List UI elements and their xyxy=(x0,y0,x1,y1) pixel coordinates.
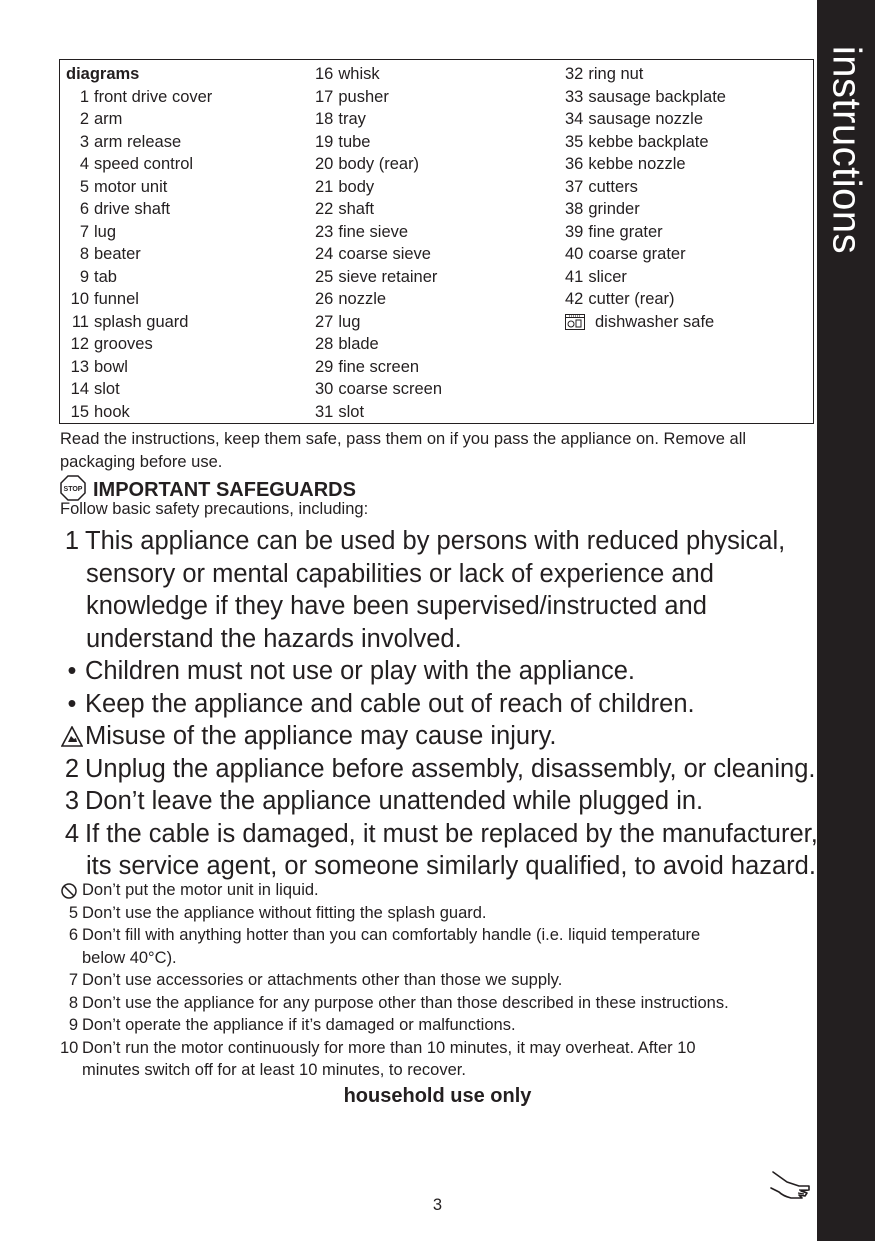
diagram-key-label: blade xyxy=(338,335,379,353)
diagram-key-number: 16 xyxy=(315,65,334,83)
item-text-line: Don’t leave the appliance unattended while plugged in. xyxy=(85,787,704,815)
diagram-key-item xyxy=(66,378,212,401)
diagram-key-label: coarse screen xyxy=(338,380,442,398)
safeguards-title: IMPORTANT SAFEGUARDS xyxy=(93,479,356,501)
safeguard-item xyxy=(60,818,818,883)
dishwasher-icon xyxy=(565,314,585,330)
safeguard-item xyxy=(60,688,815,721)
diagram-key-item xyxy=(315,243,442,266)
diagram-key-item xyxy=(315,198,442,221)
diagram-key-number: 24 xyxy=(315,245,334,263)
diagram-key-number: 28 xyxy=(315,335,334,353)
diagram-column-2 xyxy=(315,63,442,423)
diagram-key-item xyxy=(66,198,212,221)
dishwasher-safe-item xyxy=(565,311,726,334)
diagram-key-label: motor unit xyxy=(94,177,168,196)
diagram-column-3 xyxy=(565,63,726,333)
item-text-line: Don’t run the motor continuously for more than 10 minutes, it may overheat. After 10 xyxy=(82,1038,696,1057)
diagram-key-label: hook xyxy=(94,402,130,421)
item-marker: 9 xyxy=(68,1016,78,1034)
diagram-key-item xyxy=(315,63,442,86)
diagram-key-label: nozzle xyxy=(338,290,387,308)
item-text-line: below 40°C). xyxy=(82,948,177,967)
diagram-key-label: shaft xyxy=(338,200,375,218)
diagram-key-item xyxy=(315,356,442,379)
diagram-key-number: 37 xyxy=(565,177,584,196)
diagram-key-item xyxy=(565,243,726,266)
diagram-key-label: drive shaft xyxy=(94,200,171,218)
follow-text: Follow basic safety precautions, including: xyxy=(60,500,369,518)
diagram-key-label: fine screen xyxy=(338,357,420,376)
diagram-key-number: 32 xyxy=(565,65,584,83)
diagram-key-number: 21 xyxy=(315,177,334,196)
diagram-key-item xyxy=(66,221,212,244)
diagram-key-number: 7 xyxy=(79,222,89,241)
diagram-key-label: bowl xyxy=(94,357,128,376)
item-text-line: If the cable is damaged, it must be replaced by the manufacturer, xyxy=(85,819,818,848)
item-text-line: Don’t fill with anything hotter than you can comfortably handle (i.e. liquid temperature xyxy=(82,926,701,944)
safeguard-item xyxy=(60,655,815,688)
safeguard-item xyxy=(60,753,815,786)
diagram-key-label: lug xyxy=(338,312,361,331)
warning-icon xyxy=(61,726,83,748)
svg-text:STOP: STOP xyxy=(63,486,83,493)
diagram-key-number: 25 xyxy=(315,267,334,286)
diagram-key-label: beater xyxy=(94,245,141,263)
item-text-line: Don’t use accessories or attachments other than those we supply. xyxy=(82,971,563,989)
diagram-key-number: 8 xyxy=(79,245,89,263)
stop-icon xyxy=(60,475,86,501)
diagram-heading: diagrams xyxy=(66,65,140,83)
diagram-key-label: whisk xyxy=(338,65,380,83)
diagram-key-number: 4 xyxy=(79,155,89,173)
item-text-line: Children must not use or play with the appliance. xyxy=(85,657,635,685)
diagram-key-label: cutter (rear) xyxy=(588,290,675,308)
diagram-key-item xyxy=(66,266,212,289)
diagram-key-number: 39 xyxy=(565,222,584,241)
diagram-key-item xyxy=(315,333,442,356)
diagram-key-label: slot xyxy=(338,402,365,421)
diagram-key-number: 1 xyxy=(79,87,89,106)
diagram-key-number: 35 xyxy=(565,132,584,151)
item-marker: 4 xyxy=(64,819,80,848)
diagram-key-number: 36 xyxy=(565,155,584,173)
diagram-key-item xyxy=(315,108,442,131)
diagram-key-number: 30 xyxy=(315,380,334,398)
diagram-key-item xyxy=(315,86,442,109)
item-text-line: knowledge if they have been supervised/instructed and xyxy=(86,592,707,620)
item-marker: 10 xyxy=(60,1038,79,1057)
diagram-key-item xyxy=(565,131,726,154)
item-marker: 1 xyxy=(64,527,80,555)
diagram-key-item xyxy=(565,198,726,221)
diagram-key-item xyxy=(315,176,442,199)
diagram-key-item xyxy=(66,176,212,199)
diagram-key-number: 5 xyxy=(79,177,89,196)
safeguards-heading xyxy=(60,475,356,502)
diagram-key-number: 3 xyxy=(79,132,89,151)
diagram-key-number: 14 xyxy=(70,380,89,398)
diagram-key-number: 27 xyxy=(315,312,334,331)
diagram-key-label: arm xyxy=(94,110,123,128)
item-text-line: Don’t use the appliance for any purpose other than those described in these instructions. xyxy=(82,993,729,1012)
diagram-key-item xyxy=(66,243,212,266)
household-use-note: household use only xyxy=(343,1085,532,1107)
safeguard-item xyxy=(60,525,815,655)
diagram-key-label: grooves xyxy=(94,335,153,353)
item-marker: 7 xyxy=(68,971,78,989)
diagram-key-label: lug xyxy=(94,222,117,241)
diagram-key-item xyxy=(315,221,442,244)
diagram-key-number: 18 xyxy=(315,110,334,128)
diagram-key-number: 26 xyxy=(315,290,334,308)
diagram-key-number: 15 xyxy=(70,402,89,421)
diagram-key-label: sausage nozzle xyxy=(588,110,704,128)
item-text-line: Don’t operate the appliance if it’s damaged or malfunctions. xyxy=(82,1016,516,1034)
diagram-key-label: pusher xyxy=(338,87,389,106)
item-text-line: Keep the appliance and cable out of reach of children. xyxy=(85,689,695,718)
diagram-key-label: kebbe backplate xyxy=(588,132,709,151)
diagram-key-label: fine grater xyxy=(588,222,663,241)
diagram-key-table xyxy=(59,59,814,424)
diagram-key-label: cutters xyxy=(588,177,638,196)
item-text-line: Don’t put the motor unit in liquid. xyxy=(82,881,319,899)
intro-paragraph: Read the instructions, keep them safe, pass them on if you pass the appliance on. Remove all packaging before use. xyxy=(60,430,747,471)
diagram-key-number: 13 xyxy=(70,357,89,376)
diagram-key-item xyxy=(66,401,212,424)
diagram-key-number: 6 xyxy=(79,200,89,218)
diagram-key-label: kebbe nozzle xyxy=(588,155,686,173)
diagram-key-item xyxy=(565,266,726,289)
diagram-key-label: body xyxy=(338,177,375,196)
safeguard-item xyxy=(60,720,815,753)
diagram-key-label: fine sieve xyxy=(338,222,409,241)
diagram-key-number: 19 xyxy=(315,132,334,151)
diagram-key-number: 10 xyxy=(70,290,89,308)
diagram-key-label: coarse sieve xyxy=(338,245,431,263)
diagram-key-number: 42 xyxy=(565,290,584,308)
diagram-key-item xyxy=(315,311,442,334)
diagram-key-item xyxy=(66,333,212,356)
diagram-key-label: coarse grater xyxy=(588,245,686,263)
diagram-key-item xyxy=(66,86,212,109)
diagram-key-item xyxy=(565,153,726,176)
diagram-key-item xyxy=(565,86,726,109)
diagram-key-label: ring nut xyxy=(588,65,644,83)
item-marker: 6 xyxy=(68,926,78,944)
diagram-key-item xyxy=(315,153,442,176)
diagram-key-label: sieve retainer xyxy=(338,267,438,286)
item-text-line: This appliance can be used by persons with reduced physical, xyxy=(85,527,786,555)
diagram-key-number: 2 xyxy=(79,110,89,128)
diagram-key-item xyxy=(315,288,442,311)
diagram-key-label: splash guard xyxy=(94,312,189,331)
item-text-line: Misuse of the appliance may cause injury. xyxy=(85,722,557,750)
item-marker: • xyxy=(67,689,77,718)
diagram-key-number: 29 xyxy=(315,357,334,376)
diagram-key-item xyxy=(565,221,726,244)
dishwasher-safe-label: dishwasher safe xyxy=(595,312,715,331)
sidebar-label: instructions xyxy=(824,45,869,255)
item-text-line: sensory or mental capabilities or lack of experience and xyxy=(86,559,714,588)
diagram-key-number: 31 xyxy=(315,402,334,421)
diagram-key-label: grinder xyxy=(588,200,640,218)
diagram-key-label: sausage backplate xyxy=(588,87,726,106)
prohibited-icon xyxy=(61,883,77,899)
item-marker: 2 xyxy=(64,754,80,783)
diagram-key-item xyxy=(66,356,212,379)
item-text-line: minutes switch off for at least 10 minutes, to recover. xyxy=(82,1061,466,1079)
diagram-key-label: arm release xyxy=(94,132,182,151)
diagram-key-number: 17 xyxy=(315,87,334,106)
item-text-line: understand the hazards involved. xyxy=(86,624,462,653)
sidebar-tab xyxy=(817,0,875,1241)
diagram-key-number: 22 xyxy=(315,200,334,218)
diagram-key-number: 34 xyxy=(565,110,584,128)
diagram-key-item xyxy=(66,288,212,311)
diagram-key-number: 11 xyxy=(71,312,89,331)
diagram-key-item xyxy=(315,131,442,154)
diagram-key-item xyxy=(66,131,212,154)
item-marker: • xyxy=(67,657,77,685)
diagram-key-label: tray xyxy=(338,110,366,128)
item-marker: 3 xyxy=(64,787,80,815)
item-text-line: Don’t use the appliance without fitting the splash guard. xyxy=(82,903,487,922)
diagram-key-label: tab xyxy=(94,267,117,286)
diagram-key-item xyxy=(565,63,726,86)
diagram-key-label: speed control xyxy=(94,155,194,173)
item-text-line: Unplug the appliance before assembly, disassembly, or cleaning. xyxy=(85,754,816,783)
item-marker: 8 xyxy=(68,993,78,1012)
diagram-key-item xyxy=(565,288,726,311)
diagram-key-number: 23 xyxy=(315,222,334,241)
pointing-hand-icon xyxy=(769,1166,813,1202)
diagram-key-item xyxy=(565,176,726,199)
diagram-key-label: slot xyxy=(94,380,120,398)
diagram-key-number: 9 xyxy=(79,267,89,286)
page-number: 3 xyxy=(432,1196,443,1214)
diagram-key-item xyxy=(315,401,442,424)
diagram-key-item xyxy=(66,108,212,131)
diagram-key-label: tube xyxy=(338,132,371,151)
diagram-key-item xyxy=(315,266,442,289)
item-marker: 5 xyxy=(68,903,78,922)
diagram-key-label: body (rear) xyxy=(338,155,420,173)
diagram-key-number: 12 xyxy=(70,335,89,353)
item-text-line: its service agent, or someone similarly qualified, to avoid hazard. xyxy=(86,852,816,880)
diagram-key-number: 33 xyxy=(565,87,584,106)
diagram-key-item xyxy=(315,378,442,401)
diagram-key-number: 20 xyxy=(315,155,334,173)
diagram-key-number: 38 xyxy=(565,200,584,218)
diagram-key-item xyxy=(66,153,212,176)
diagram-key-number: 41 xyxy=(565,267,584,286)
diagram-key-label: front drive cover xyxy=(94,87,213,106)
diagram-key-number: 40 xyxy=(565,245,584,263)
diagram-key-label: slicer xyxy=(588,267,627,286)
diagram-key-item xyxy=(565,108,726,131)
diagram-column-1 xyxy=(66,63,212,423)
diagram-key-item xyxy=(66,311,212,334)
diagram-key-label: funnel xyxy=(94,290,139,308)
safeguard-item xyxy=(60,785,815,818)
